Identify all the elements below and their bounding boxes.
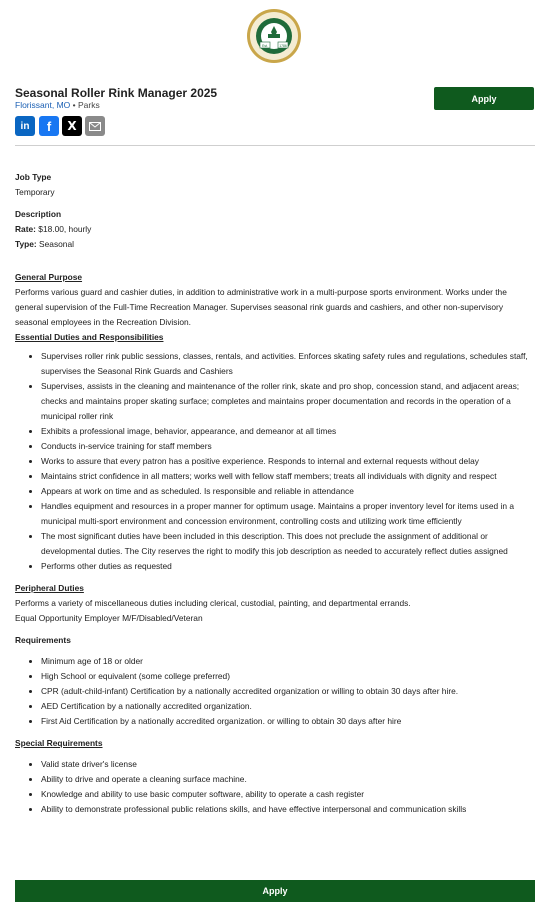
svg-text:1786: 1786	[279, 43, 287, 48]
job-description-content	[15, 170, 535, 817]
special-requirements-heading: Special Requirements	[15, 738, 103, 748]
list-item: • The most significant duties have been included in this description. This does not preclude the assignment of additional or developmental duties. The City reserves the right to modify this job description as needed to accurately reflect duties assigned	[41, 529, 535, 559]
list-item: • Ability to demonstrate professional public relations skills, and have effective interpersonal and communication skills	[41, 802, 535, 817]
peripheral-duties-text: Performs a variety of miscellaneous duties including clerical, custodial, painting, and departmental errands.	[15, 598, 411, 608]
list-item: • First Aid Certification by a nationally accredited organization. or willing to obtain 30 days after hire	[41, 714, 535, 729]
location-separator: •	[70, 100, 78, 110]
job-title: Seasonal Roller Rink Manager 2025	[15, 86, 218, 100]
equal-opportunity-text: Equal Opportunity Employer M/F/Disabled/Veteran	[15, 613, 203, 623]
email-share-button[interactable]	[85, 116, 105, 136]
rate-label: Rate:	[15, 224, 36, 234]
list-item: • Knowledge and ability to use basic computer software, ability to operate a cash register	[41, 787, 535, 802]
facebook-icon: f	[46, 118, 52, 134]
list-item: • Supervises, assists in the cleaning and maintenance of the roller rink, skate and pro shop, concession stand, and adjacent areas; checks and maintains proper skating surface; completes and maintains proper documentation and records in the operation of a municipal roller rink	[41, 379, 535, 424]
department-label: Parks	[77, 100, 100, 110]
requirements-heading: Requirements	[15, 635, 71, 645]
location-link[interactable]: Florissant, MO	[15, 100, 71, 110]
list-item: • Minimum age of 18 or older	[41, 654, 535, 669]
list-item: • Exhibits a professional image, behavior, appearance, and demeanor at all times	[41, 424, 535, 439]
list-item: • Appears at work on time and as scheduled. Is responsible and reliable in attendance	[41, 484, 535, 499]
svg-text:Est.: Est.	[262, 43, 268, 48]
apply-button-bottom[interactable]: Apply	[15, 880, 535, 902]
description-label: Description	[15, 209, 62, 219]
envelope-icon	[89, 122, 101, 131]
list-item: • Valid state driver's license	[41, 757, 535, 772]
essential-duties-list	[15, 349, 535, 574]
list-item: • Conducts in-service training for staff members	[41, 439, 535, 454]
linkedin-share-button[interactable]	[15, 116, 35, 136]
job-type-label: Job Type	[15, 172, 52, 182]
requirements-list	[15, 654, 535, 729]
x-icon: X	[67, 119, 77, 133]
list-item: • High School or equivalent (some college preferred)	[41, 669, 535, 684]
type-line	[15, 237, 535, 252]
rate-value: $18.00, hourly	[35, 224, 92, 234]
type-value: Seasonal	[36, 239, 74, 249]
list-item: • Supervises roller rink public sessions, classes, rentals, and activities. Enforces skating safety rules and regulations, schedules staff, supervises the Seasonal Rink Guards and Cashiers	[41, 349, 535, 379]
apply-button-top[interactable]: Apply	[434, 87, 534, 110]
job-location-line	[15, 100, 100, 110]
linkedin-icon: in	[20, 120, 30, 132]
facebook-share-button[interactable]	[39, 116, 59, 136]
list-item: • Handles equipment and resources in a proper manner for optimum usage. Maintains a proper inventory level for items used in a municipal multi-sport environment and concession environment, controlling costs and utilizing work time efficiently	[41, 499, 535, 529]
type-label: Type:	[15, 239, 37, 249]
list-item: • Works to assure that every patron has a positive experience. Responds to internal and external requests without delay	[41, 454, 535, 469]
rate-line	[15, 222, 535, 237]
general-purpose-text: Performs various guard and cashier duties, in addition to administrative work in a multi-purpose sports environment. Works under the general supervision of the Full-Time Recreation Manager. Supervises seasonal rink guards and cashiers, and other non-supervisory seasonal employees in the Recreation Division.	[15, 287, 507, 327]
list-item: • AED Certification by a nationally accredited organization.	[41, 699, 535, 714]
special-requirements-list	[15, 757, 535, 817]
job-type-value: Temporary	[15, 187, 55, 197]
x-share-button[interactable]	[62, 116, 82, 136]
header-divider	[15, 145, 535, 146]
essential-duties-heading: Essential Duties and Responsibilities	[15, 332, 164, 342]
list-item: • Ability to drive and operate a cleaning surface machine.	[41, 772, 535, 787]
list-item: • Maintains strict confidence in all matters; works well with fellow staff members; treats all individuals with dignity and respect	[41, 469, 535, 484]
general-purpose-heading: General Purpose	[15, 272, 83, 282]
list-item: • Performs other duties as requested	[41, 559, 535, 574]
peripheral-duties-heading: Peripheral Duties	[15, 583, 84, 593]
list-item: • CPR (adult-child-infant) Certification by a nationally accredited organization or willing to obtain 30 days after hire.	[41, 684, 535, 699]
city-seal-logo	[246, 8, 302, 64]
